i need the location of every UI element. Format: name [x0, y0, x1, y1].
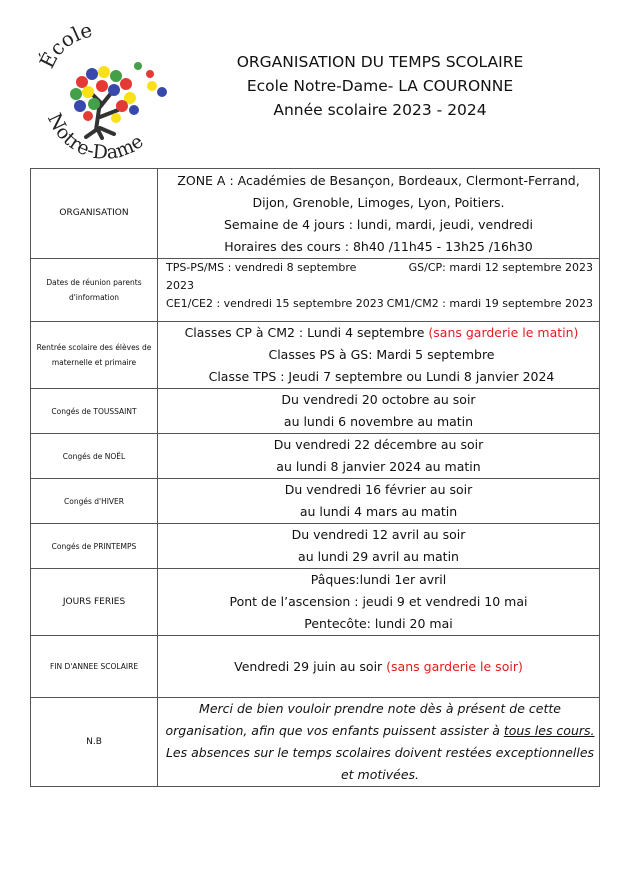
rentree-line: Classe TPS : Jeudi 7 septembre ou Lundi 8 janvier 2024: [208, 369, 555, 384]
row-fin-annee: [31, 636, 600, 698]
row-label: JOURS FERIES: [31, 569, 158, 636]
nb-note: [158, 698, 600, 787]
row-feries: [31, 569, 600, 636]
row-hiver: [31, 479, 600, 524]
organisation-details: [158, 169, 600, 259]
reunion-date: TPS-PS/MS : vendredi 8 septembre 2023: [166, 261, 357, 292]
row-label: Dates de réunion parents d'information: [31, 259, 158, 322]
holiday-pentecote: Pentecôte: lundi 20 mai: [304, 616, 453, 631]
row-toussaint: [31, 389, 600, 434]
row-label: ORGANISATION: [31, 169, 158, 259]
schedule-table: [30, 168, 600, 787]
reunion-date: CE1/CE2 : vendredi 15 septembre 2023: [166, 297, 384, 310]
row-label: Congés de PRINTEMPS: [31, 524, 158, 569]
svg-text:École: [35, 22, 95, 72]
public-holidays: [158, 569, 600, 636]
end-date: Vendredi 29 juin au soir: [234, 658, 387, 674]
logo-top-text: École: [34, 22, 95, 73]
hours-line: Horaires des cours : 8h40 /11h45 - 13h25 /16h30: [224, 239, 533, 254]
holiday-dates: [158, 434, 600, 479]
nb-text: Les absences sur le temps scolaires doivent restées exceptionnelles et motivées.: [165, 745, 595, 782]
holiday-start: Du vendredi 20 octobre au soir: [281, 392, 476, 407]
nb-text: Merci de bien vouloir prendre note dès à présent de cette organisation, afin que vos enfants puissent assister à: [165, 701, 561, 738]
row-noel: [31, 434, 600, 479]
holiday-ascension: Pont de l’ascension : jeudi 9 et vendredi 10 mai: [229, 594, 528, 609]
holiday-start: Du vendredi 22 décembre au soir: [273, 437, 484, 452]
end-note: (sans garderie le soir): [386, 658, 523, 674]
holiday-dates: [158, 389, 600, 434]
holiday-dates: [158, 524, 600, 569]
row-nb: [31, 698, 600, 787]
row-organisation: [31, 169, 600, 259]
school-logo: [30, 22, 170, 162]
holiday-paques: Pâques:lundi 1er avril: [310, 572, 447, 587]
svg-text:Notre-Dame: [43, 110, 148, 162]
holiday-end: au lundi 8 janvier 2024 au matin: [276, 459, 481, 474]
row-label: N.B: [31, 698, 158, 787]
row-label: FIN D'ANNEE SCOLAIRE: [31, 636, 158, 698]
rentree-details: [158, 322, 600, 389]
rentree-line: [164, 322, 599, 344]
school-year: Année scolaire 2023 - 2024: [273, 101, 487, 119]
reunion-date: GS/CP: mardi 12 septembre 2023: [408, 261, 593, 274]
holiday-start: Du vendredi 16 février au soir: [284, 482, 473, 497]
row-label: Congés de TOUSSAINT: [31, 389, 158, 434]
holiday-dates: [158, 479, 600, 524]
row-printemps: [31, 524, 600, 569]
row-reunion: [31, 259, 600, 322]
school-name: Ecole Notre-Dame- LA COURONNE: [246, 77, 514, 95]
holiday-end: au lundi 6 novembre au matin: [283, 414, 474, 429]
rentree-line: Classes PS à GS: Mardi 5 septembre: [268, 347, 495, 362]
document-header: [200, 50, 560, 122]
holiday-end: au lundi 4 mars au matin: [299, 504, 458, 519]
row-label: Congés d'HIVER: [31, 479, 158, 524]
row-label: Rentrée scolaire des élèves de maternelle et primaire: [31, 322, 158, 389]
holiday-start: Du vendredi 12 avril au soir: [291, 527, 466, 542]
week-line: Semaine de 4 jours : lundi, mardi, jeudi, vendredi: [223, 217, 534, 232]
holiday-end: au lundi 29 avril au matin: [298, 549, 459, 564]
logo-bottom-text: Notre-Dame: [42, 109, 148, 162]
end-of-year: [158, 636, 600, 698]
reunion-dates: [158, 259, 599, 321]
document-title: ORGANISATION DU TEMPS SCOLAIRE: [236, 53, 524, 71]
rentree-cp-cm2: Classes CP à CM2 : Lundi 4 septembre: [184, 325, 429, 340]
row-label: Congés de NOËL: [31, 434, 158, 479]
reunion-date: CM1/CM2 : mardi 19 septembre 2023: [386, 297, 593, 310]
row-rentree: [31, 322, 600, 389]
nb-emphasis: tous les cours.: [503, 723, 595, 738]
tree-with-birds-logo-icon: [30, 22, 170, 162]
zone-line: ZONE A : Académies de Besançon, Bordeaux, Clermont-Ferrand, Dijon, Grenoble, Limoges, Lyon, Poitiers.: [177, 173, 580, 210]
rentree-note: (sans garderie le matin): [428, 325, 579, 340]
